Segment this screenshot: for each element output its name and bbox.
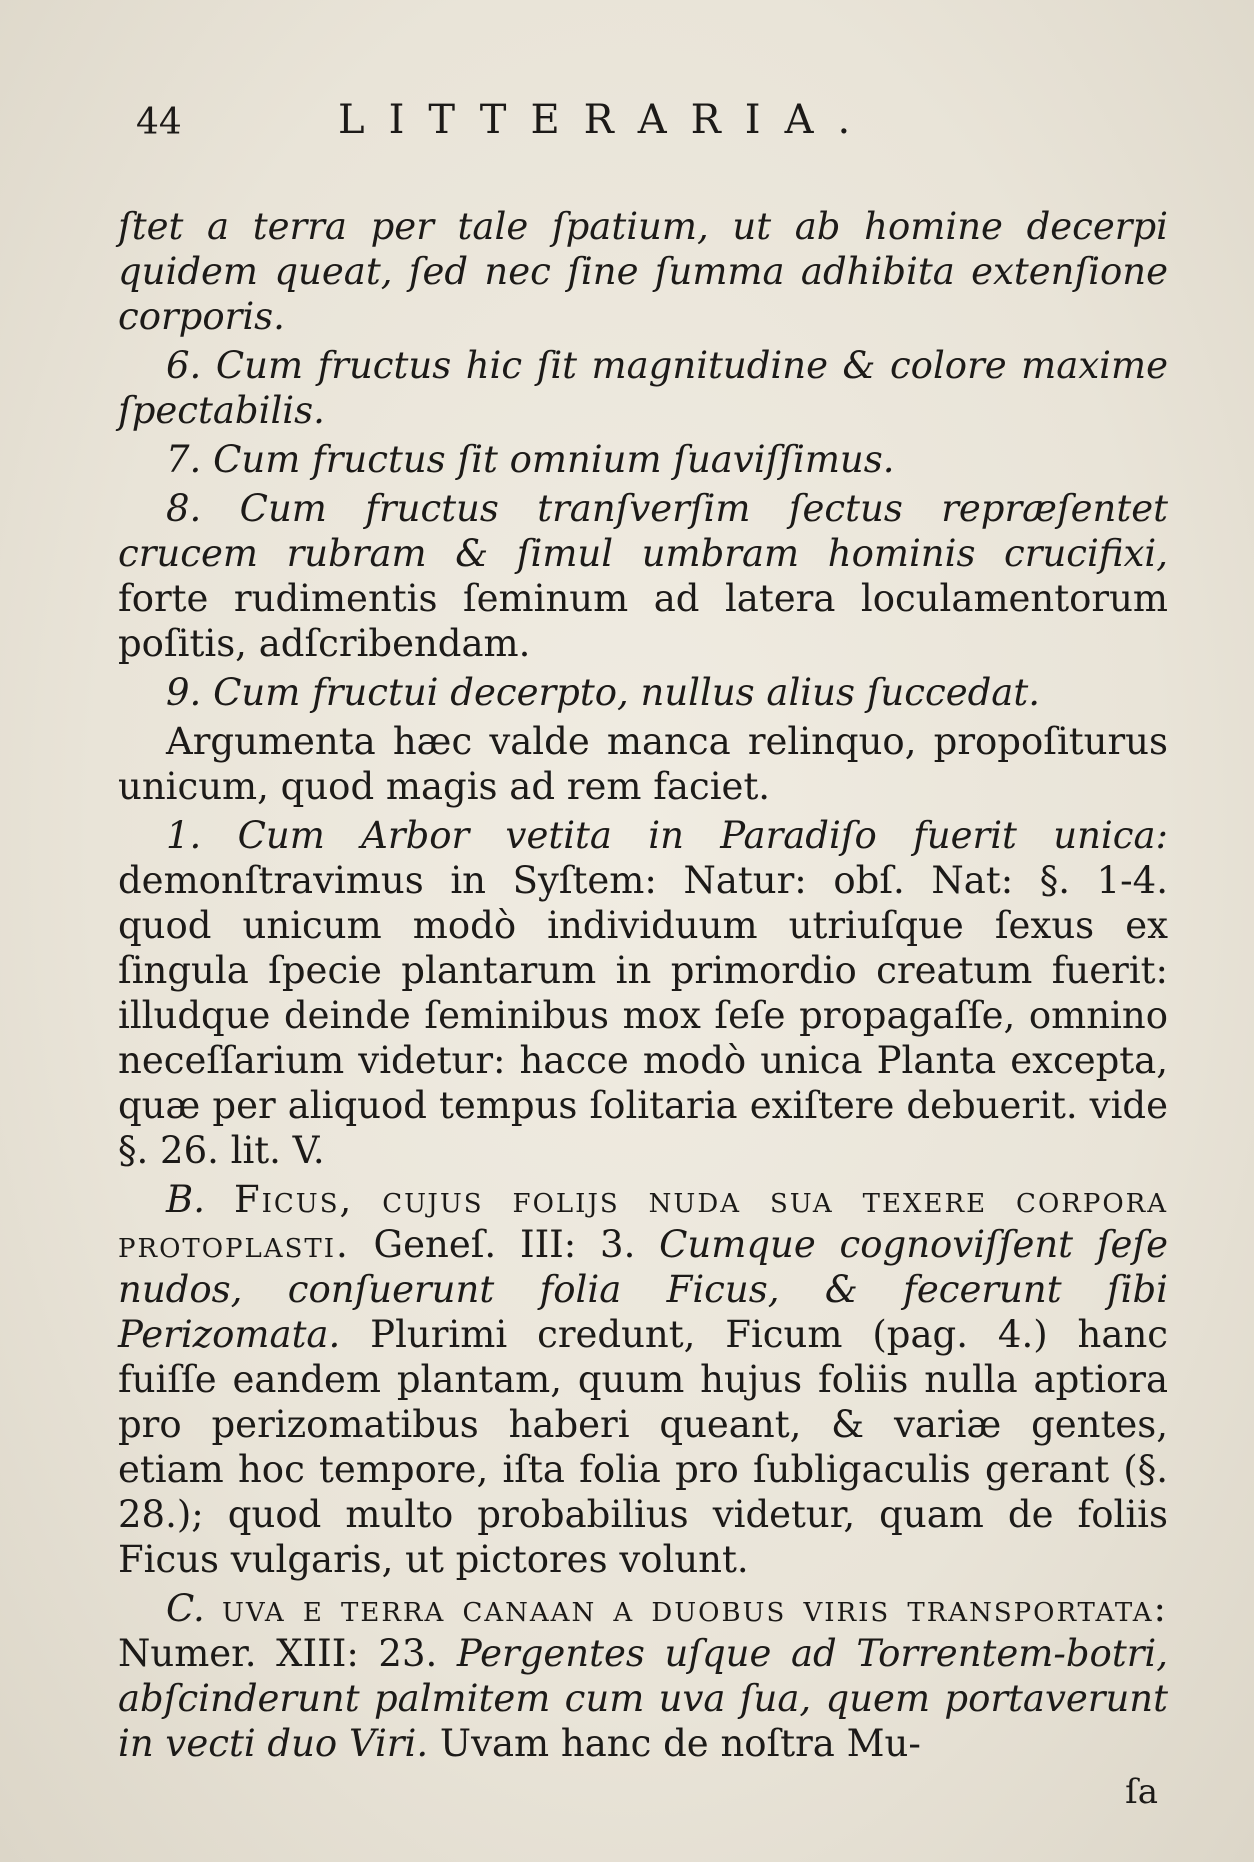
argument-7: 7. Cum fructus ſit omnium ſuaviſſimus. [166, 438, 895, 481]
paragraph-argumenta: Argumenta hæc valde manca relinquo, propoſiturus unicum, quod magis ad rem faciet. [118, 720, 1168, 808]
entry-b-reference: Geneſ. III: 3. [349, 1223, 660, 1266]
catchword: ſa [1125, 1772, 1158, 1812]
entry-c [118, 1586, 1168, 1766]
argument-1-italic: 1. Cum Arbor vetita in Paradiſo fuerit unica: [166, 814, 1168, 857]
argument-1 [118, 813, 1168, 1173]
argument-6: 6. Cum fructus hic ſit magnitudine & colore maxime ſpectabilis. [118, 344, 1168, 432]
argument-8-roman: forte rudimentis ſeminum ad latera loculamentorum poſitis, adſcribendam. [118, 577, 1168, 665]
paragraph-continuation: ſtet a terra per tale ſpatium, ut ab homine decerpi quidem queat, ſed nec ſine ſumma adhibita extenſione corporis. [118, 205, 1168, 338]
running-head: LITTERARIA. [338, 97, 875, 143]
entry-b-quote: Cumque cognoviſſent ſeſe nudos, conſuerunt folia Ficus, & fecerunt ſibi Perizomata. [118, 1223, 1168, 1356]
entry-c-heading: uva e terra canaan a duobus viris transportata: [204, 1587, 1168, 1630]
entry-c-quote: Pergentes uſque ad Torrentem-botri, abſcinderunt palmitem cum uva ſua, quem portaverunt in vecti duo Viri. [118, 1632, 1168, 1765]
argument-8 [118, 486, 1168, 666]
entry-b [118, 1177, 1168, 1582]
entry-b-heading: Ficus, cujus folijs nuda sua texere corpora protoplasti. [118, 1178, 1168, 1266]
entry-c-label: C. [166, 1587, 205, 1630]
entry-c-reference: Numer. XIII: 23. [118, 1632, 457, 1675]
argument-8-italic: 8. Cum fructus tranſverſim ſectus repræſentet crucem rubram & ſimul umbram hominis crucifixi, [118, 487, 1168, 575]
argument-1-roman: demonſtravimus in Syſtem: Natur: obſ. Nat: §. 1-4. quod unicum modò individuum utriuſque ſexus ex ſingula ſpecie plantarum in primordio creatum fuerit: illudque deinde ſeminibus mox ſeſe propagaſſe, omnino neceſſarium videtur: hacce modò unica Planta excepta, quæ per aliquod tempus ſolitaria exiſtere debuerit. vide §. 26. lit. V. [118, 859, 1168, 1172]
entry-b-label: B. [166, 1178, 205, 1221]
page-header [118, 97, 1168, 160]
argument-9: 9. Cum fructui decerpto, nullus alius ſuccedat. [166, 671, 1040, 714]
entry-c-body: Uvam hanc de noſtra Mu- [428, 1722, 921, 1765]
entry-b-body: Plurimi credunt, Ficum (pag. 4.) hanc fuiſſe eandem plantam, quum hujus foliis nulla aptiora pro perizomatibus haberi queant, & variæ gentes, etiam hoc tempore, iſta folia pro ſubligaculis gerant (§. 28.); quod multo probabilius videtur, quam de foliis Ficus vulgaris, ut pictores volunt. [118, 1313, 1168, 1581]
text-block [118, 97, 1168, 1815]
page-number: 44 [136, 102, 182, 143]
